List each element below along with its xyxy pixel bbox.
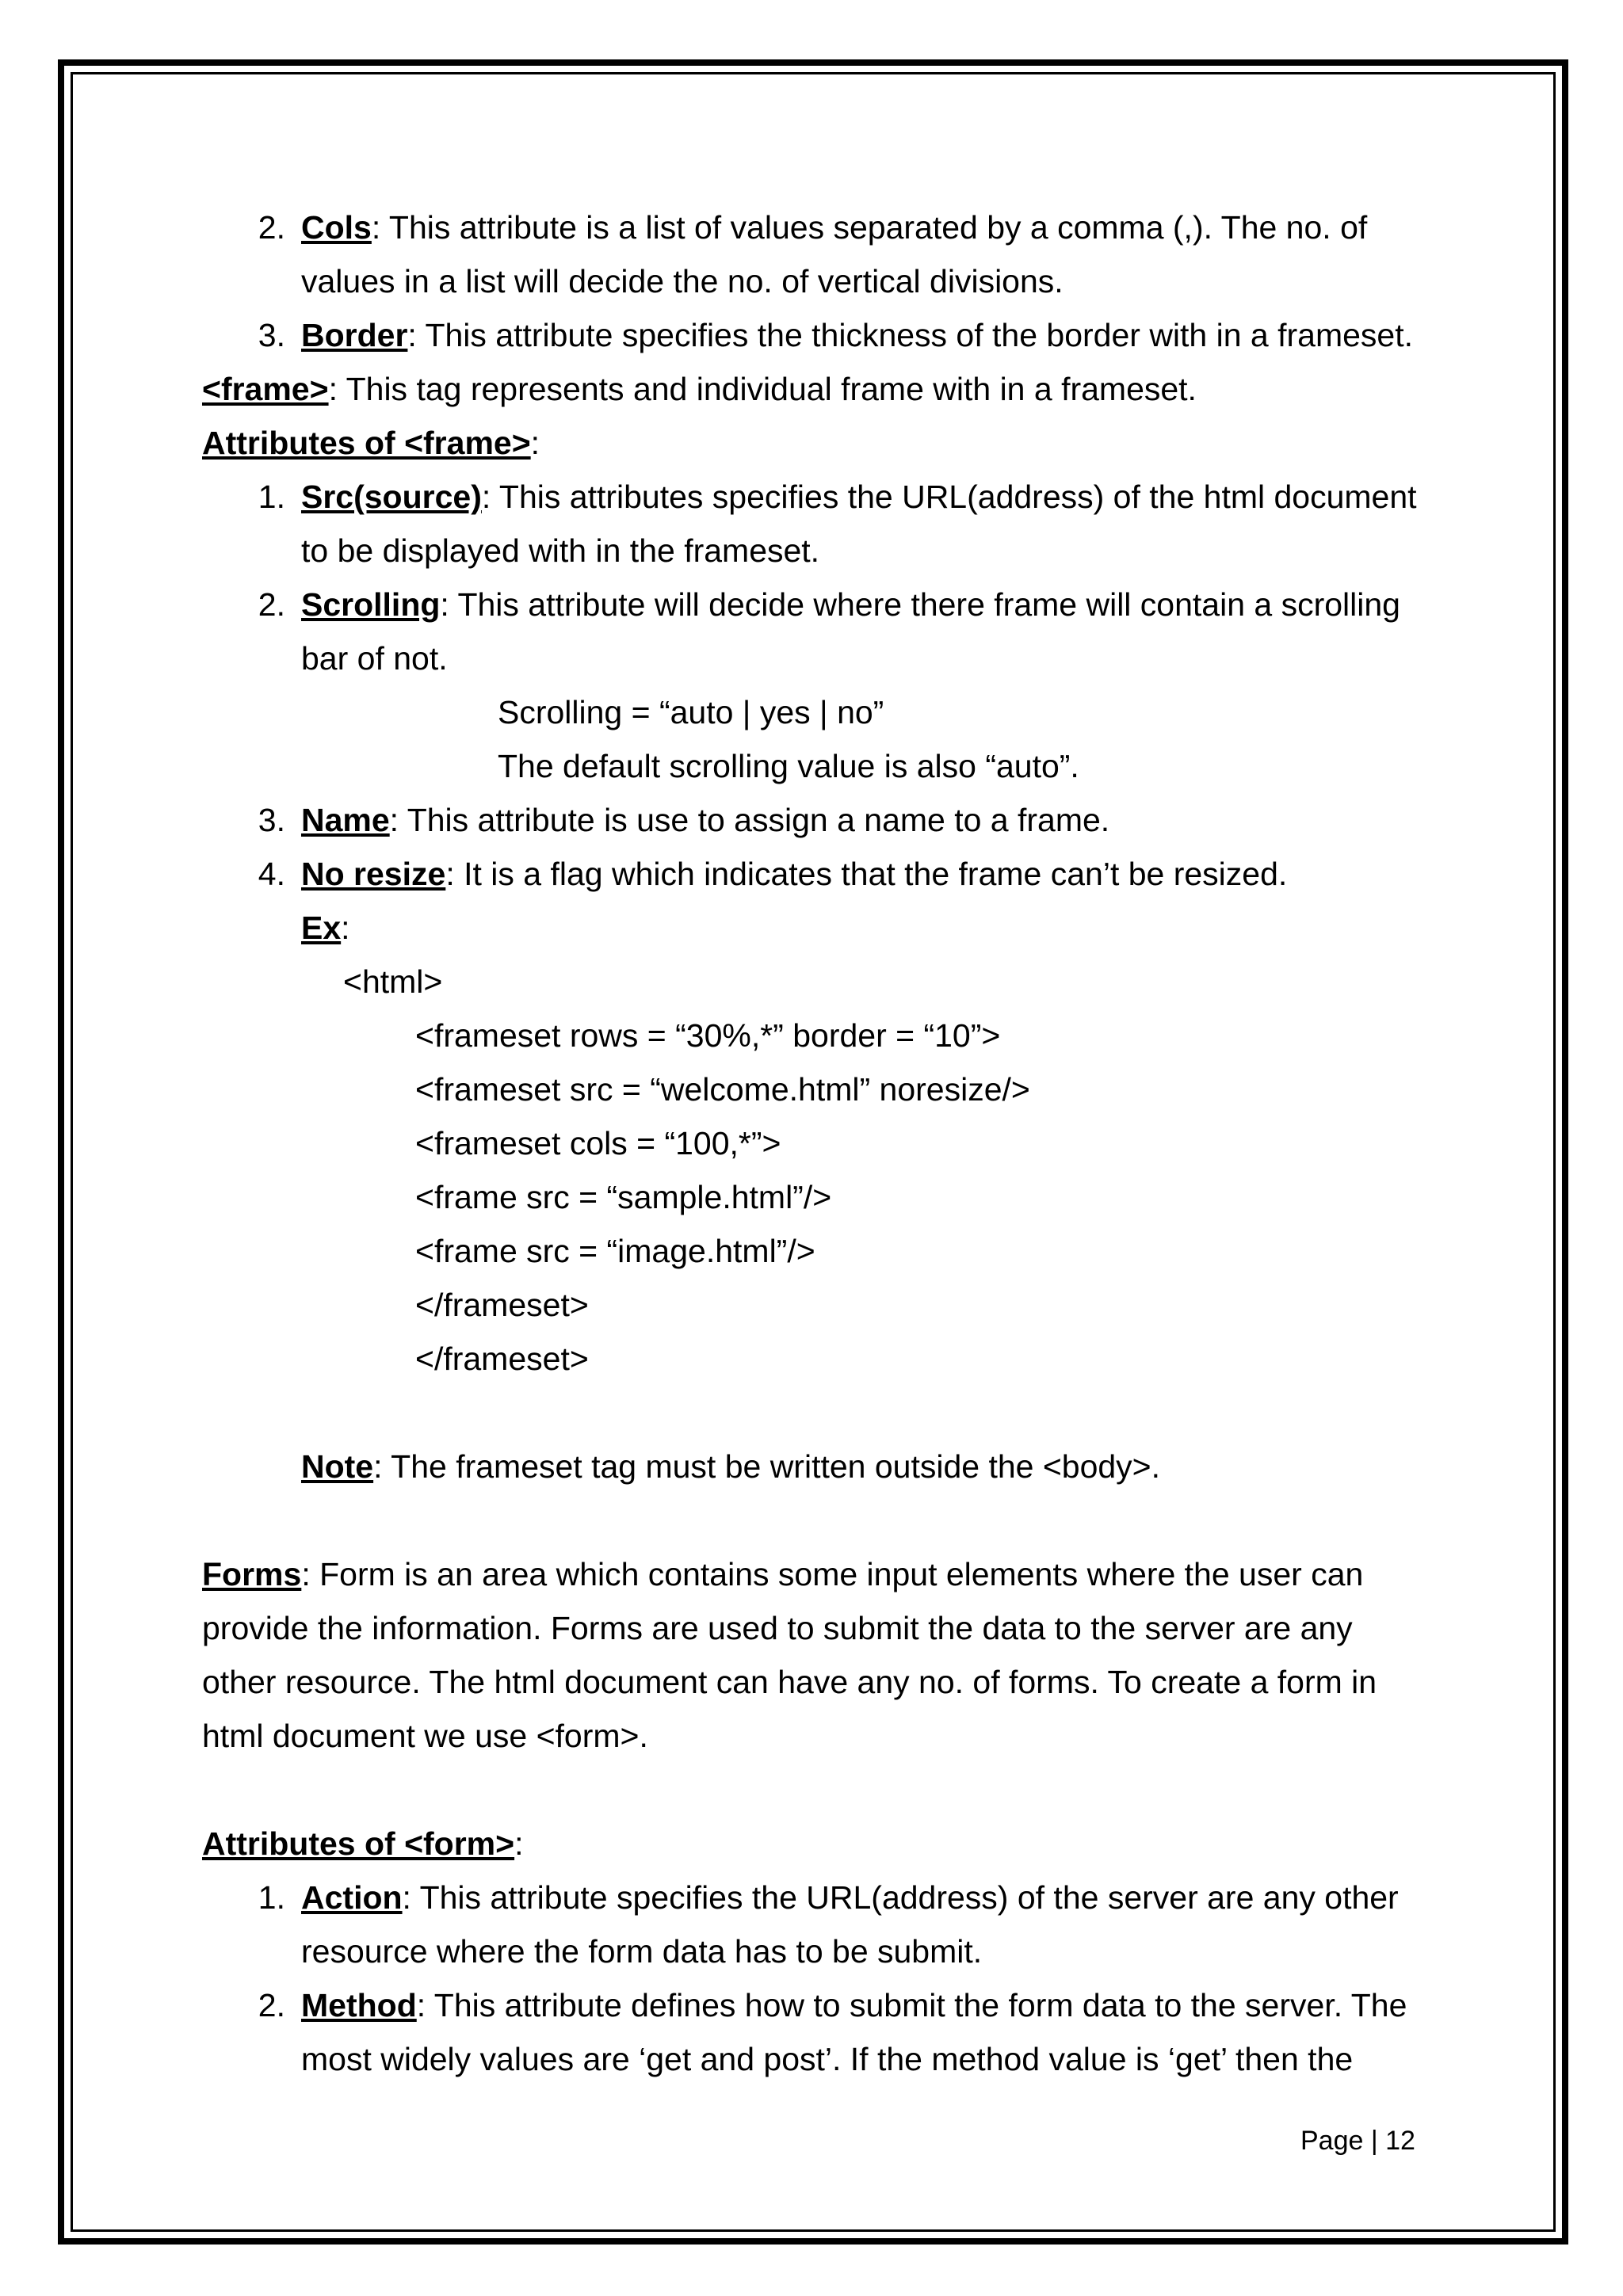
forms-text-3: other resource. The html document can have any no. of forms. To create a form in: [202, 1664, 1377, 1700]
code-line: </frameset>: [415, 1287, 589, 1323]
action-text-1: : This attribute specifies the URL(address) of the server are any other: [402, 1879, 1399, 1916]
form-attributes-heading-suffix: :: [514, 1825, 524, 1862]
scrolling-item-line1: [301, 578, 1400, 631]
src-text-1: : This attributes specifies the URL(address) of the html document: [481, 479, 1417, 515]
src-text-2: to be displayed with in the frameset.: [301, 532, 820, 569]
term-frame-tag: <frame>: [202, 371, 329, 407]
method-text-2: most widely values are ‘get and post’. If the method value is ‘get’ then the: [301, 2041, 1354, 2077]
frame-attributes-heading: [202, 416, 540, 470]
code-line: <html>: [343, 963, 443, 1000]
frame-attributes-heading-term: Attributes of <frame>: [202, 425, 531, 461]
term-noresize: No resize: [301, 856, 446, 892]
code-line: </frameset>: [415, 1341, 589, 1377]
forms-text-2: provide the information. Forms are used to submit the data to the server are any: [202, 1610, 1353, 1646]
noresize-item-line: [301, 847, 1287, 901]
forms-text-1: : Form is an area which contains some input elements where the user can: [301, 1556, 1364, 1592]
code-line: <frameset src = “welcome.html” noresize/>: [415, 1071, 1030, 1108]
cols-text-1: : This attribute is a list of values separated by a comma (,). The no. of: [371, 209, 1368, 246]
page-number: Page | 12: [1300, 2126, 1415, 2156]
forms-text-4: html document we use <form>.: [202, 1718, 648, 1754]
scrolling-default: The default scrolling value is also “auto”.: [498, 748, 1079, 784]
list-number: 2.: [258, 1987, 285, 2023]
list-number: 4.: [258, 856, 285, 892]
src-item-line1: [301, 470, 1417, 524]
list-number: 1.: [258, 479, 285, 515]
frame-attributes-heading-suffix: :: [530, 425, 540, 461]
scrolling-text-2: bar of not.: [301, 640, 448, 677]
form-attributes-heading: [202, 1817, 524, 1871]
term-ex: Ex: [301, 910, 342, 946]
cols-item-line1: [301, 200, 1367, 254]
scrolling-values: Scrolling = “auto | yes | no”: [498, 694, 884, 730]
action-item-line1: [301, 1871, 1399, 1924]
term-border: Border: [301, 317, 408, 353]
term-method: Method: [301, 1987, 417, 2023]
list-number: 2.: [258, 209, 285, 246]
term-forms: Forms: [202, 1556, 302, 1592]
term-action: Action: [301, 1879, 403, 1916]
noresize-text: : It is a flag which indicates that the frame can’t be resized.: [445, 856, 1288, 892]
term-cols: Cols: [301, 209, 372, 246]
note-text: : The frameset tag must be written outside the <body>.: [373, 1448, 1161, 1485]
frame-tag-text: : This tag represents and individual frame with in a frameset.: [328, 371, 1197, 407]
term-src: Src(source): [301, 479, 482, 515]
term-note: Note: [301, 1448, 374, 1485]
list-number: 3.: [258, 317, 285, 353]
code-line: <frameset cols = “100,*”>: [415, 1125, 781, 1161]
list-number: 2.: [258, 586, 285, 623]
code-line: <frame src = “image.html”/>: [415, 1233, 815, 1269]
method-item-line1: [301, 1978, 1407, 2032]
border-text: : This attribute specifies the thickness of the border with in a frameset.: [407, 317, 1413, 353]
code-line: <frameset rows = “30%,*” border = “10”>: [415, 1017, 1001, 1054]
code-line: <frame src = “sample.html”/>: [415, 1179, 832, 1215]
example-heading: [301, 901, 350, 955]
term-scrolling: Scrolling: [301, 586, 441, 623]
term-name: Name: [301, 802, 390, 838]
name-text: : This attribute is use to assign a name to a frame.: [389, 802, 1110, 838]
form-attributes-heading-term: Attributes of <form>: [202, 1825, 515, 1862]
forms-line1: [202, 1547, 1363, 1601]
method-text-1: : This attribute defines how to submit the form data to the server. The: [416, 1987, 1407, 2023]
example-suffix: :: [341, 910, 350, 946]
list-number: 1.: [258, 1879, 285, 1916]
scrolling-text-1: : This attribute will decide where there frame will contain a scrolling: [440, 586, 1400, 623]
border-item-line: [301, 308, 1413, 362]
list-number: 3.: [258, 802, 285, 838]
cols-text-2: values in a list will decide the no. of vertical divisions.: [301, 263, 1064, 299]
frame-tag-line: [202, 362, 1197, 416]
name-item-line: [301, 793, 1109, 847]
note-line: [301, 1440, 1160, 1493]
action-text-2: resource where the form data has to be submit.: [301, 1933, 983, 1970]
